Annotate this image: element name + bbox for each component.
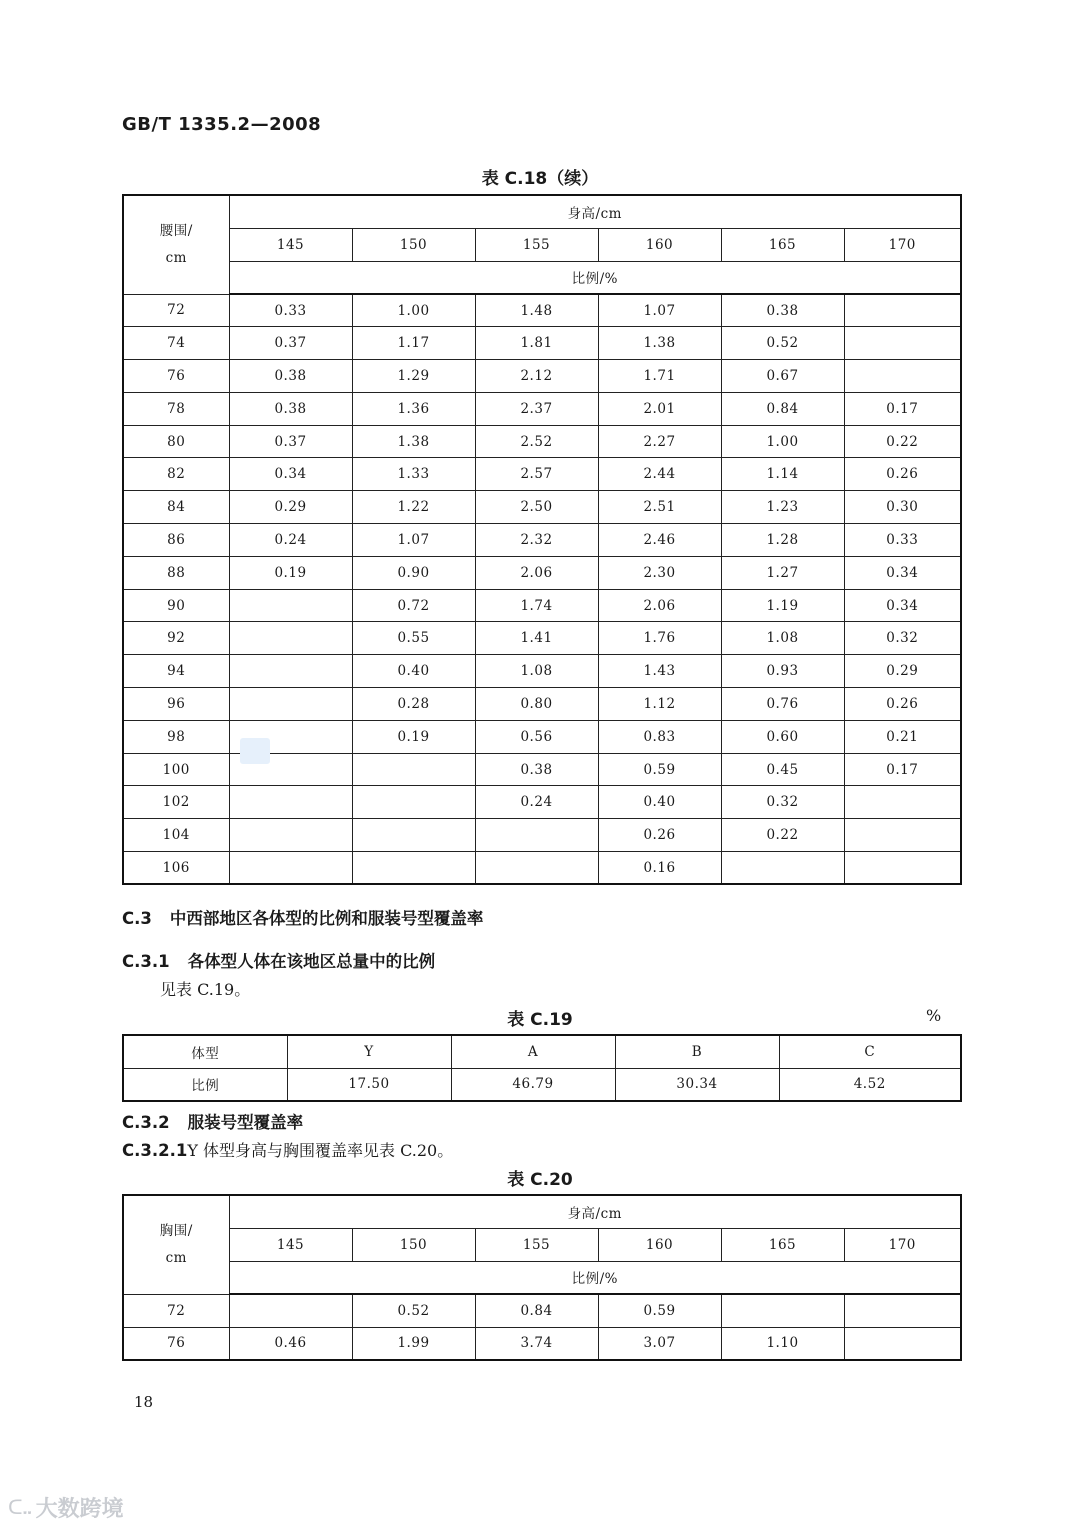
table-cell	[844, 1327, 961, 1360]
row-label: 72	[123, 1294, 229, 1327]
table-cell: 0.38	[229, 360, 352, 393]
table-cell: 2.32	[475, 524, 598, 557]
table-cell	[229, 589, 352, 622]
row-label: 102	[123, 786, 229, 819]
table-cell: 0.60	[721, 720, 844, 753]
table-cell: 0.29	[229, 491, 352, 524]
table-c19-caption: 表 C.19	[507, 1010, 573, 1030]
table-cell: 1.08	[475, 655, 598, 688]
table-cell	[475, 852, 598, 885]
table-cell: 2.12	[475, 360, 598, 393]
table-cell: 0.34	[229, 458, 352, 491]
row-label: 94	[123, 655, 229, 688]
table-cell: 0.40	[598, 786, 721, 819]
table-cell: 2.01	[598, 392, 721, 425]
table-cell: 0.34	[844, 556, 961, 589]
table-cell: 2.30	[598, 556, 721, 589]
table-cell: 0.26	[598, 819, 721, 852]
section-c31-heading: C.3.1 各体型人体在该地区总量中的比例	[122, 952, 436, 971]
table-cell: 0.38	[229, 392, 352, 425]
row-label: 106	[123, 852, 229, 885]
row-label: 98	[123, 720, 229, 753]
table-cell: 0.29	[844, 655, 961, 688]
group-header-height: 身高/cm	[229, 1195, 961, 1228]
table-cell: 0.22	[844, 425, 961, 458]
table-cell: 0.28	[352, 688, 475, 721]
table-c20-caption: 表 C.20	[507, 1170, 573, 1190]
table-row	[123, 360, 961, 393]
table-cell: 0.83	[598, 720, 721, 753]
table-cell: 0.16	[598, 852, 721, 885]
standard-code: GB/T 1335.2—2008	[122, 114, 322, 135]
table-cell	[229, 655, 352, 688]
table-row	[123, 556, 961, 589]
table-cell: 0.84	[475, 1294, 598, 1327]
table-cell	[844, 819, 961, 852]
table-cell: 2.27	[598, 425, 721, 458]
table-cell: 0.93	[721, 655, 844, 688]
table-cell: 0.72	[352, 589, 475, 622]
table-cell: 1.43	[598, 655, 721, 688]
column-header: 155	[475, 1228, 598, 1261]
table-cell: 0.52	[721, 327, 844, 360]
table-cell: 1.41	[475, 622, 598, 655]
row-label: 88	[123, 556, 229, 589]
table-cell: 0.38	[721, 294, 844, 327]
table-row	[123, 589, 961, 622]
table-row	[123, 294, 961, 327]
row-label: 76	[123, 360, 229, 393]
table-row	[123, 327, 961, 360]
unit-header-ratio: 比例/%	[229, 1261, 961, 1294]
table-cell: 0.26	[844, 688, 961, 721]
watermark-badge	[240, 738, 270, 764]
table-cell: 0.52	[352, 1294, 475, 1327]
table-cell: 0.17	[844, 392, 961, 425]
column-header: 170	[844, 228, 961, 261]
table-cell: 2.50	[475, 491, 598, 524]
row-label: 84	[123, 491, 229, 524]
page-number: 18	[134, 1393, 154, 1411]
row-label: 90	[123, 589, 229, 622]
table-row	[123, 655, 961, 688]
table-cell	[721, 1294, 844, 1327]
table-c19-header: C	[779, 1035, 961, 1068]
table-c18-caption: 表 C.18（续）	[481, 169, 599, 189]
table-cell: 0.19	[352, 720, 475, 753]
unit-header-ratio: 比例/%	[229, 261, 961, 294]
table-cell: 0.26	[844, 458, 961, 491]
table-cell	[844, 852, 961, 885]
section-c32-heading: C.3.2 服装号型覆盖率	[122, 1113, 304, 1132]
table-cell	[352, 852, 475, 885]
row-label: 72	[123, 294, 229, 327]
table-cell	[844, 786, 961, 819]
column-header: 145	[229, 1228, 352, 1261]
row-header-waist: 腰围/ cm	[123, 195, 229, 294]
table-row	[123, 688, 961, 721]
table-cell: 1.71	[598, 360, 721, 393]
table-cell: 0.46	[229, 1327, 352, 1360]
column-header: 160	[598, 228, 721, 261]
table-cell	[229, 786, 352, 819]
table-cell: 0.21	[844, 720, 961, 753]
table-cell: 1.00	[352, 294, 475, 327]
row-label: 76	[123, 1327, 229, 1360]
table-cell: 2.06	[598, 589, 721, 622]
table-c19-header: Y	[287, 1035, 451, 1068]
table-cell: 1.10	[721, 1327, 844, 1360]
table-cell: 1.08	[721, 622, 844, 655]
table-cell: 2.57	[475, 458, 598, 491]
brand-watermark-text: 大数跨境	[35, 1497, 124, 1522]
table-cell: 2.44	[598, 458, 721, 491]
section-c3-heading: C.3 中西部地区各体型的比例和服装号型覆盖率	[122, 909, 484, 928]
table-cell: 1.22	[352, 491, 475, 524]
table-cell: 0.84	[721, 392, 844, 425]
table-cell: 0.33	[844, 524, 961, 557]
table-row	[123, 819, 961, 852]
table-cell: 0.67	[721, 360, 844, 393]
table-cell: 1.48	[475, 294, 598, 327]
table-cell	[721, 852, 844, 885]
table-cell: 1.19	[721, 589, 844, 622]
table-cell: 0.45	[721, 753, 844, 786]
table-cell: 1.74	[475, 589, 598, 622]
table-cell: 1.17	[352, 327, 475, 360]
table-cell: 1.81	[475, 327, 598, 360]
table-row	[123, 458, 961, 491]
table-cell	[229, 622, 352, 655]
table-cell: 0.38	[475, 753, 598, 786]
table-cell: 0.17	[844, 753, 961, 786]
table-c19-header: B	[615, 1035, 779, 1068]
table-cell	[229, 852, 352, 885]
table-cell: 1.07	[598, 294, 721, 327]
table-cell: 0.37	[229, 327, 352, 360]
table-cell: 0.56	[475, 720, 598, 753]
table-c19-header: A	[451, 1035, 615, 1068]
table-cell: 1.36	[352, 392, 475, 425]
table-cell: 0.59	[598, 753, 721, 786]
table-cell: 0.90	[352, 556, 475, 589]
table-cell: 2.51	[598, 491, 721, 524]
table-row	[123, 786, 961, 819]
table-cell: 3.74	[475, 1327, 598, 1360]
table-cell: 1.29	[352, 360, 475, 393]
table-cell: 1.38	[598, 327, 721, 360]
row-label: 74	[123, 327, 229, 360]
table-cell	[844, 327, 961, 360]
column-header: 145	[229, 228, 352, 261]
table-cell: 2.37	[475, 392, 598, 425]
row-label: 78	[123, 392, 229, 425]
row-label: 100	[123, 753, 229, 786]
table-cell: 1.27	[721, 556, 844, 589]
table-cell: 0.34	[844, 589, 961, 622]
table-cell: 0.80	[475, 688, 598, 721]
table-cell: 0.22	[721, 819, 844, 852]
table-cell	[352, 819, 475, 852]
table-c19-cell: 4.52	[779, 1068, 961, 1101]
table-cell	[352, 753, 475, 786]
table-cell: 1.38	[352, 425, 475, 458]
table-cell: 0.32	[721, 786, 844, 819]
table-cell: 1.28	[721, 524, 844, 557]
brand-watermark	[8, 1492, 124, 1523]
table-c19-cell: 比例	[123, 1068, 287, 1101]
table-cell: 1.00	[721, 425, 844, 458]
table-row	[123, 852, 961, 885]
table-row	[123, 1294, 961, 1327]
column-header: 150	[352, 228, 475, 261]
table-row	[123, 491, 961, 524]
group-header-height: 身高/cm	[229, 195, 961, 228]
brand-logo-icon: ᑕ᎐᎐	[8, 1495, 32, 1519]
table-cell: 0.24	[229, 524, 352, 557]
row-label: 96	[123, 688, 229, 721]
row-label: 82	[123, 458, 229, 491]
table-cell: 1.14	[721, 458, 844, 491]
table-cell: 1.99	[352, 1327, 475, 1360]
table-cell: 0.33	[229, 294, 352, 327]
column-header: 150	[352, 1228, 475, 1261]
table-cell	[475, 819, 598, 852]
section-c31-text: 见表 C.19。	[160, 980, 251, 999]
table-row	[123, 524, 961, 557]
table-row	[123, 425, 961, 458]
table-cell: 1.07	[352, 524, 475, 557]
column-header: 155	[475, 228, 598, 261]
table-cell	[229, 1294, 352, 1327]
table-cell: 0.32	[844, 622, 961, 655]
table-cell: 0.59	[598, 1294, 721, 1327]
table-cell: 0.37	[229, 425, 352, 458]
table-cell: 0.19	[229, 556, 352, 589]
table-cell: 0.30	[844, 491, 961, 524]
table-row	[123, 622, 961, 655]
table-cell: 0.40	[352, 655, 475, 688]
table-c18	[122, 194, 962, 885]
table-cell: 1.12	[598, 688, 721, 721]
table-cell: 0.76	[721, 688, 844, 721]
table-cell: 2.06	[475, 556, 598, 589]
table-c19-unit: %	[926, 1006, 942, 1025]
table-cell: 1.76	[598, 622, 721, 655]
table-cell: 1.23	[721, 491, 844, 524]
column-header: 165	[721, 228, 844, 261]
table-cell	[844, 1294, 961, 1327]
table-row	[123, 1327, 961, 1360]
table-cell	[229, 819, 352, 852]
table-cell: 2.52	[475, 425, 598, 458]
section-c321-text: C.3.2.1Y 体型身高与胸围覆盖率见表 C.20。	[122, 1141, 454, 1160]
table-c19-cell: 17.50	[287, 1068, 451, 1101]
table-cell: 3.07	[598, 1327, 721, 1360]
table-cell	[844, 294, 961, 327]
table-c19	[122, 1034, 962, 1102]
row-label: 86	[123, 524, 229, 557]
table-cell: 0.55	[352, 622, 475, 655]
table-c19-header: 体型	[123, 1035, 287, 1068]
table-row	[123, 392, 961, 425]
column-header: 170	[844, 1228, 961, 1261]
table-cell	[352, 786, 475, 819]
table-cell: 2.46	[598, 524, 721, 557]
column-header: 160	[598, 1228, 721, 1261]
table-c19-cell: 46.79	[451, 1068, 615, 1101]
row-label: 92	[123, 622, 229, 655]
table-c19-cell: 30.34	[615, 1068, 779, 1101]
table-cell: 0.24	[475, 786, 598, 819]
row-header-chest: 胸围/ cm	[123, 1195, 229, 1294]
column-header: 165	[721, 1228, 844, 1261]
table-c20	[122, 1194, 962, 1361]
table-cell	[844, 360, 961, 393]
row-label: 80	[123, 425, 229, 458]
table-cell: 1.33	[352, 458, 475, 491]
table-cell	[229, 688, 352, 721]
row-label: 104	[123, 819, 229, 852]
